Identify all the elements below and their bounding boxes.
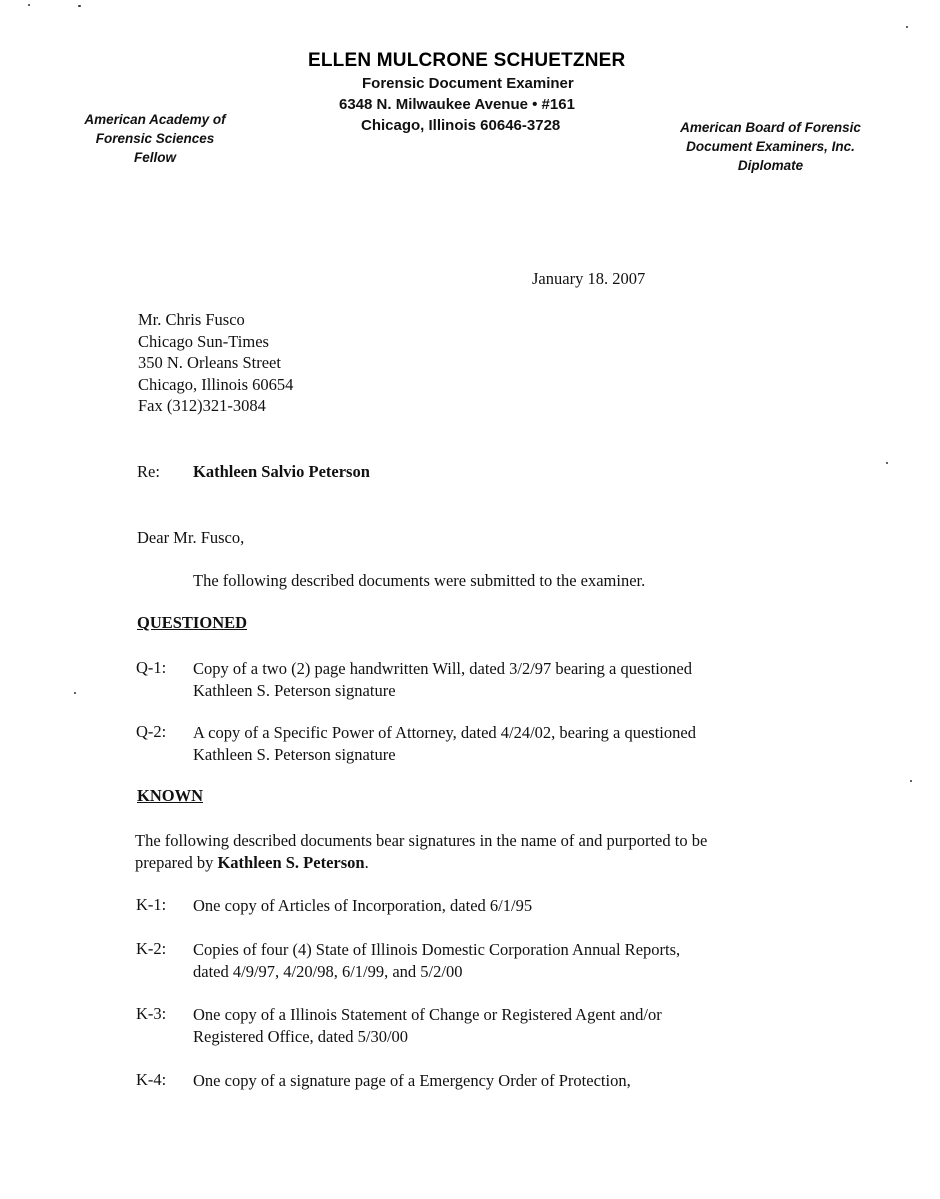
item-line: Copies of four (4) State of Illinois Domestic Corporation Annual Reports,	[193, 940, 681, 959]
scan-speck	[28, 4, 30, 6]
recipient-line: Fax (312)321-3084	[138, 396, 266, 415]
salutation: Dear Mr. Fusco,	[137, 528, 245, 547]
recipient-line: Chicago Sun-Times	[138, 331, 269, 351]
scan-speck	[886, 462, 888, 464]
letterhead-title: Forensic Document Examiner	[362, 75, 574, 92]
item-label: K-4:	[136, 1070, 167, 1089]
scan-speck	[906, 26, 908, 28]
known-intro-suffix: .	[364, 852, 369, 872]
right-affiliation	[668, 118, 873, 175]
known-item	[193, 1004, 662, 1047]
item-line: dated 4/9/97, 4/20/98, 6/1/99, and 5/2/00	[193, 961, 463, 981]
item-line: Copy of a two (2) page handwritten Will, dated 3/2/97 bearing a questioned	[193, 659, 692, 678]
item-line: Kathleen S. Peterson signature	[193, 744, 396, 764]
known-intro-prefix: prepared by	[135, 852, 218, 872]
letterhead-address-line2: Chicago, Illinois 60646-3728	[361, 117, 561, 134]
left-affiliation-line: American Academy of	[84, 112, 226, 127]
questioned-item	[193, 658, 692, 701]
known-heading: KNOWN	[137, 786, 203, 805]
known-item	[193, 939, 680, 982]
item-label: K-2:	[136, 939, 167, 958]
questioned-item	[193, 722, 696, 765]
left-affiliation-line: Fellow	[133, 150, 176, 165]
letterhead-address-line1: 6348 N. Milwaukee Avenue • #161	[339, 96, 575, 113]
item-line: One copy of a Illinois Statement of Change or Registered Agent and/or	[193, 1005, 662, 1024]
scan-speck	[910, 780, 912, 782]
item-line: Registered Office, dated 5/30/00	[193, 1026, 409, 1046]
re-subject: Kathleen Salvio Peterson	[193, 462, 370, 481]
item-label: K-3:	[136, 1004, 167, 1023]
recipient-line: Chicago, Illinois 60654	[138, 374, 294, 394]
recipient-line: Mr. Chris Fusco	[138, 310, 245, 329]
scan-speck	[74, 692, 76, 694]
item-line: Kathleen S. Peterson signature	[193, 680, 396, 700]
item-label: Q-1:	[136, 658, 167, 677]
recipient-address	[138, 309, 293, 417]
known-intro-line	[135, 852, 707, 874]
right-affiliation-line: Diplomate	[737, 158, 804, 173]
letterhead-name: ELLEN MULCRONE SCHUETZNER	[308, 50, 626, 71]
recipient-line: 350 N. Orleans Street	[138, 353, 281, 372]
item-label: K-1:	[136, 895, 167, 914]
known-item	[193, 895, 532, 917]
known-intro-line: The following described documents bear signatures in the name of and purported to be	[135, 831, 708, 850]
item-line: One copy of a signature page of a Emergency Order of Protection,	[193, 1071, 631, 1090]
right-affiliation-line: American Board of Forensic	[680, 120, 861, 135]
known-item	[193, 1070, 631, 1092]
intro-paragraph: The following described documents were submitted to the examiner.	[193, 571, 646, 590]
scan-speck	[78, 5, 81, 7]
known-intro-name: Kathleen S. Peterson	[217, 852, 365, 872]
item-line: One copy of Articles of Incorporation, dated 6/1/95	[193, 896, 533, 915]
re-label: Re:	[137, 462, 160, 481]
left-affiliation-line: Forensic Sciences	[95, 131, 215, 146]
item-line: A copy of a Specific Power of Attorney, dated 4/24/02, bearing a questioned	[193, 723, 696, 742]
questioned-heading: QUESTIONED	[137, 613, 248, 632]
letter-date: January 18. 2007	[532, 269, 646, 288]
left-affiliation	[70, 110, 240, 167]
known-intro	[135, 830, 707, 873]
item-label: Q-2:	[136, 722, 167, 741]
right-affiliation-line: Document Examiners, Inc.	[686, 139, 855, 154]
